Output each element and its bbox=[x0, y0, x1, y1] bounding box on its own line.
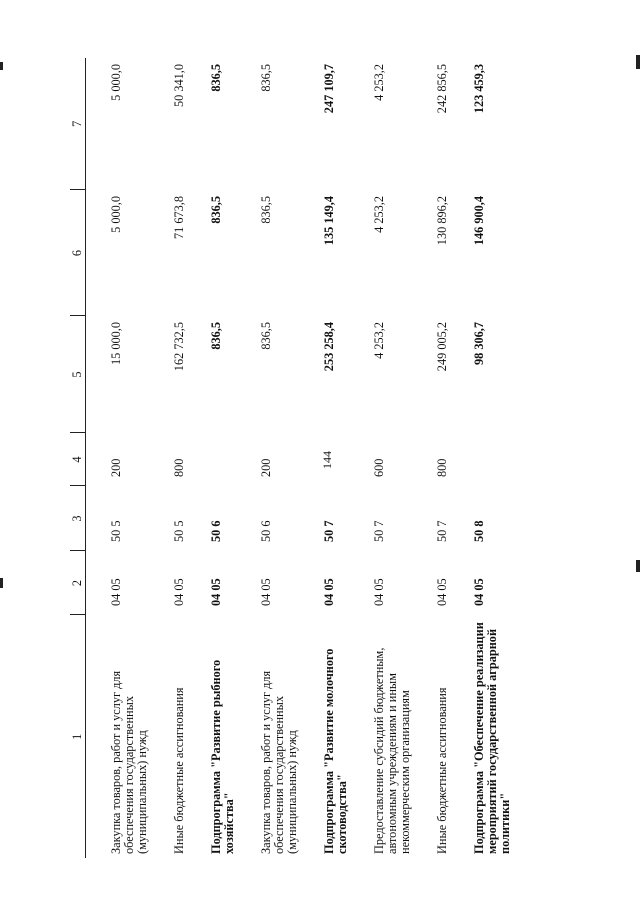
amount-col-5: 162 732,5 bbox=[172, 322, 186, 372]
program-code: 50 7 bbox=[372, 520, 386, 542]
expense-type-code: 200 bbox=[259, 458, 273, 477]
amount-col-7: 836,5 bbox=[259, 64, 273, 92]
amount-col-6: 146 900,4 bbox=[472, 196, 486, 246]
table-row-subprogram bbox=[299, 58, 349, 858]
table-row bbox=[349, 58, 412, 858]
amount-col-7: 123 459,3 bbox=[472, 64, 486, 114]
column-header: 3 bbox=[70, 486, 86, 551]
table-row-subprogram bbox=[186, 58, 236, 858]
amount-col-6: 135 149,4 bbox=[322, 196, 336, 246]
amount-col-6: 836,5 bbox=[259, 196, 273, 224]
row-name: Иные бюджетные ассигнования bbox=[435, 687, 449, 854]
amount-col-7: 836,5 bbox=[209, 64, 223, 92]
program-code: 50 5 bbox=[172, 520, 186, 542]
column-header: 2 bbox=[70, 551, 86, 615]
section-code: 04 05 bbox=[472, 578, 486, 606]
amount-col-5: 98 306,7 bbox=[472, 322, 486, 366]
section-code: 04 05 bbox=[372, 578, 386, 606]
table-row bbox=[149, 58, 186, 858]
amount-col-5: 15 000,0 bbox=[109, 322, 123, 366]
amount-col-6: 130 896,2 bbox=[435, 196, 449, 246]
column-header: 4 bbox=[70, 433, 86, 486]
expense-type-code: 800 bbox=[435, 458, 449, 477]
program-code: 50 6 bbox=[209, 520, 223, 542]
scan-edge-mark bbox=[636, 55, 640, 69]
row-name: Предоставление субсидий бюджетным, автономным учреждениям и иным некоммерческим организациям bbox=[372, 647, 412, 854]
amount-col-6: 5 000,0 bbox=[109, 196, 123, 233]
amount-col-7: 5 000,0 bbox=[109, 64, 123, 101]
amount-col-5: 4 253,2 bbox=[372, 322, 386, 359]
table-row-subprogram bbox=[449, 58, 512, 858]
program-code: 50 5 bbox=[109, 520, 123, 542]
expense-type-code bbox=[449, 433, 512, 486]
program-code: 50 6 bbox=[259, 520, 273, 542]
page-number: 144 bbox=[320, 451, 334, 469]
row-name: Подпрограмма "Развитие молочного скотоводства" bbox=[322, 648, 349, 854]
amount-col-6: 836,5 bbox=[209, 196, 223, 224]
program-code: 50 8 bbox=[472, 520, 486, 542]
program-code: 50 7 bbox=[435, 520, 449, 542]
amount-col-6: 71 673,8 bbox=[172, 196, 186, 240]
amount-col-7: 242 856,5 bbox=[435, 64, 449, 114]
section-code: 04 05 bbox=[109, 578, 123, 606]
section-code: 04 05 bbox=[435, 578, 449, 606]
amount-col-6: 4 253,2 bbox=[372, 196, 386, 233]
scan-edge-mark bbox=[636, 560, 640, 572]
row-name: Закупка товаров, работ и услуг для обеспечения государственных (муниципальных) нужд bbox=[259, 670, 299, 854]
amount-col-5: 253 258,4 bbox=[322, 322, 336, 372]
amount-col-7: 4 253,2 bbox=[372, 64, 386, 101]
amount-col-5: 836,5 bbox=[259, 322, 273, 350]
column-header: 1 bbox=[70, 615, 86, 858]
expense-type-code: 800 bbox=[172, 458, 186, 477]
amount-col-7: 50 341,0 bbox=[172, 64, 186, 108]
section-code: 04 05 bbox=[172, 578, 186, 606]
expense-type-code: 200 bbox=[109, 458, 123, 477]
section-code: 04 05 bbox=[209, 578, 223, 606]
table-header-row bbox=[70, 58, 86, 858]
table-row bbox=[412, 58, 449, 858]
scan-edge-mark bbox=[0, 578, 3, 588]
table-row bbox=[86, 58, 150, 858]
column-header: 5 bbox=[70, 316, 86, 433]
amount-col-5: 836,5 bbox=[209, 322, 223, 350]
row-name: Подпрограмма "Развитие рыбного хозяйства" bbox=[209, 659, 236, 854]
row-name: Закупка товаров, работ и услуг для обеспечения государственных (муниципальных) нужд bbox=[109, 670, 149, 854]
section-code: 04 05 bbox=[259, 578, 273, 606]
program-code: 50 7 bbox=[322, 520, 336, 542]
amount-col-7: 247 109,7 bbox=[322, 64, 336, 114]
column-header: 6 bbox=[70, 190, 86, 316]
scan-edge-mark bbox=[0, 62, 3, 70]
row-name: Подпрограмма "Обеспечение реализации мероприятий государственной аграрной политики" bbox=[472, 622, 512, 854]
expense-type-code bbox=[186, 433, 236, 486]
table-row bbox=[236, 58, 299, 858]
amount-col-5: 249 005,2 bbox=[435, 322, 449, 372]
budget-table-page bbox=[70, 58, 600, 858]
section-code: 04 05 bbox=[322, 578, 336, 606]
budget-table bbox=[70, 58, 512, 858]
row-name: Иные бюджетные ассигнования bbox=[172, 687, 186, 854]
expense-type-code: 600 bbox=[372, 458, 386, 477]
expense-type-code bbox=[299, 433, 349, 486]
column-header: 7 bbox=[70, 58, 86, 190]
